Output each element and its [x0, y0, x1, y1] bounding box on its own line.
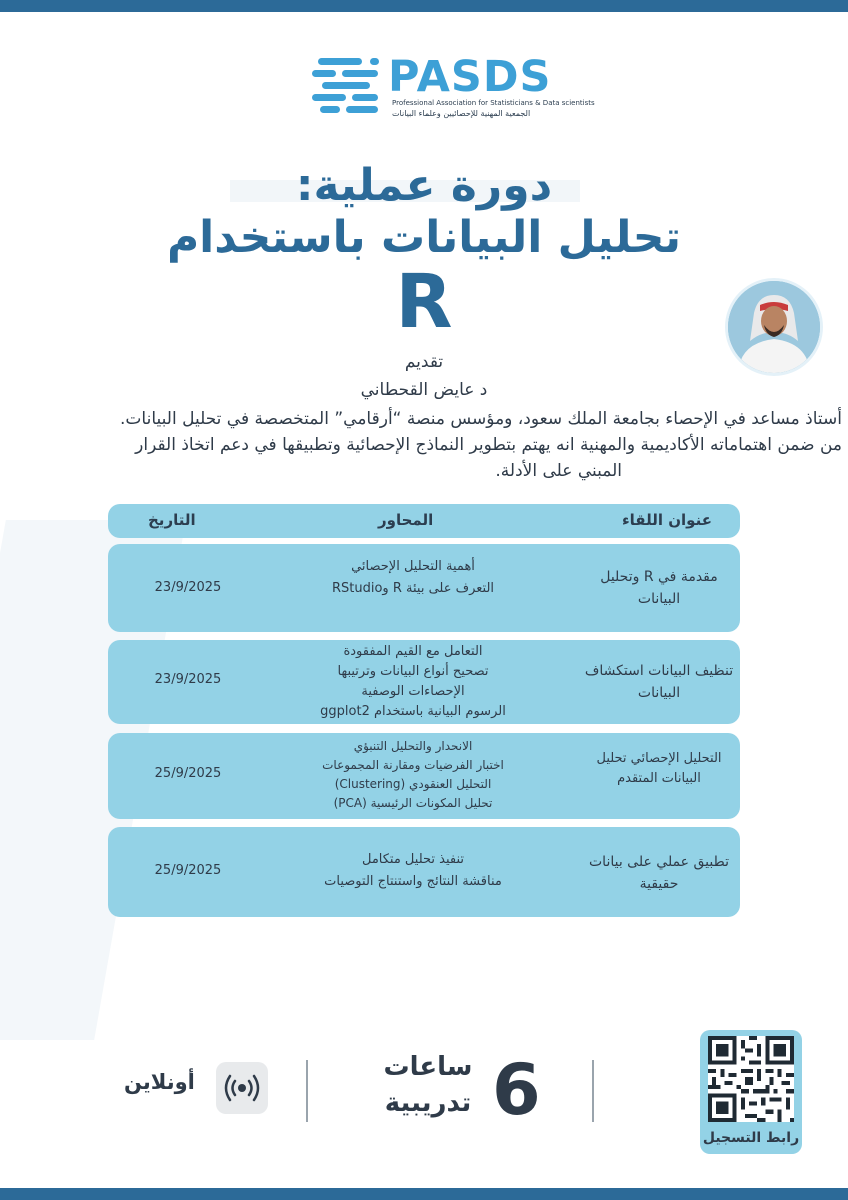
title-line-1: دورة عملية: — [295, 160, 553, 211]
topic-item: أهمية التحليل الإحصائي — [351, 559, 475, 574]
table-row — [108, 544, 740, 632]
topic-item: التعامل مع القيم المفقودة — [343, 644, 483, 659]
logo-wordmark: PASDS — [388, 52, 552, 102]
topic-item: الانحدار والتحليل التنبؤي — [353, 739, 473, 753]
topic-item: الرسوم البيانية باستخدام ggplot2 — [320, 704, 506, 719]
online-label: أونلاين — [124, 1070, 195, 1094]
row-date: 23/9/2025 — [154, 672, 222, 687]
bottom-bar — [0, 1188, 848, 1200]
hours-number: 6 — [492, 1049, 541, 1131]
topic-item: تصحيح أنواع البيانات وترتيبها — [337, 664, 489, 679]
broadcast-icon — [216, 1062, 268, 1114]
logo-tagline-en: Professional Association for Statisticians & Data scientists — [392, 99, 595, 107]
header-topics: المحاور — [378, 511, 434, 529]
topic-item: مناقشة النتائج واستنتاج التوصيات — [324, 874, 502, 889]
qr-code-icon[interactable] — [708, 1036, 794, 1122]
row-date: 25/9/2025 — [154, 766, 222, 781]
topic-item: الإحصاءات الوصفية — [361, 684, 465, 699]
topic-item: تحليل المكونات الرئيسية (PCA) — [333, 796, 493, 810]
row-session-title: تطبيق عملي على بيانات حقيقية — [589, 854, 729, 892]
header-session-title: عنوان اللقاء — [622, 511, 712, 529]
hours-label-1: ساعات — [383, 1052, 473, 1082]
bio-line: من ضمن اهتماماته الأكاديمية والمهنية انه يهتم بتطوير النماذج الإحصائية وتطبيقها في دعم اتخاذ القرار — [135, 435, 842, 455]
row-session-title: تنظيف البيانات استكشاف البيانات — [584, 663, 734, 701]
row-topics — [258, 642, 568, 722]
row-date: 23/9/2025 — [154, 580, 222, 595]
table-row — [108, 640, 740, 724]
row-topics — [258, 737, 568, 813]
registration-link-label[interactable]: رابط التسجيل — [702, 1130, 800, 1146]
header-date: التاريخ — [148, 511, 196, 529]
footer-divider — [306, 1060, 308, 1122]
footer-divider — [592, 1060, 594, 1122]
row-topics — [258, 556, 568, 600]
topic-item: التحليل العنقودي (Clustering) — [334, 777, 492, 791]
presenter-bio — [6, 406, 842, 484]
pasds-logo-mark-icon — [312, 56, 384, 118]
topic-item: التعرف على بيئة R وRStudio — [331, 581, 495, 596]
logo-tagline-ar: الجمعية المهنية للإحصائيين وعلماء البيانات — [392, 109, 531, 118]
schedule-table-header — [108, 504, 740, 538]
title-line-2: تحليل البيانات باستخدام — [166, 212, 682, 263]
title-line-3: R — [395, 259, 453, 345]
registration-qr[interactable] — [700, 1030, 802, 1154]
presenter-label: تقديم — [404, 352, 444, 372]
pasds-logo — [312, 52, 595, 124]
table-row — [108, 827, 740, 917]
presenter-name: د عايض القحطاني — [360, 380, 488, 400]
topic-item: تنفيذ تحليل متكامل — [361, 852, 465, 867]
row-date: 25/9/2025 — [154, 863, 222, 878]
table-row — [108, 733, 740, 819]
row-session-title: التحليل الإحصائي تحليل البيانات المتقدم — [596, 751, 722, 786]
hours-label-2: تدريبية — [384, 1088, 472, 1118]
bio-line: المبني على الأدلة. — [495, 461, 622, 481]
row-topics — [258, 849, 568, 893]
row-session-title: مقدمة في R وتحليل البيانات — [600, 569, 718, 607]
bio-line: أستاذ مساعد في الإحصاء بجامعة الملك سعود، ومؤسس منصة “أرقامي” المتخصصة في تحليل البيانات. — [120, 409, 842, 429]
top-bar — [0, 0, 848, 12]
topic-item: اختبار الفرضيات ومقارنة المجموعات — [322, 758, 504, 772]
